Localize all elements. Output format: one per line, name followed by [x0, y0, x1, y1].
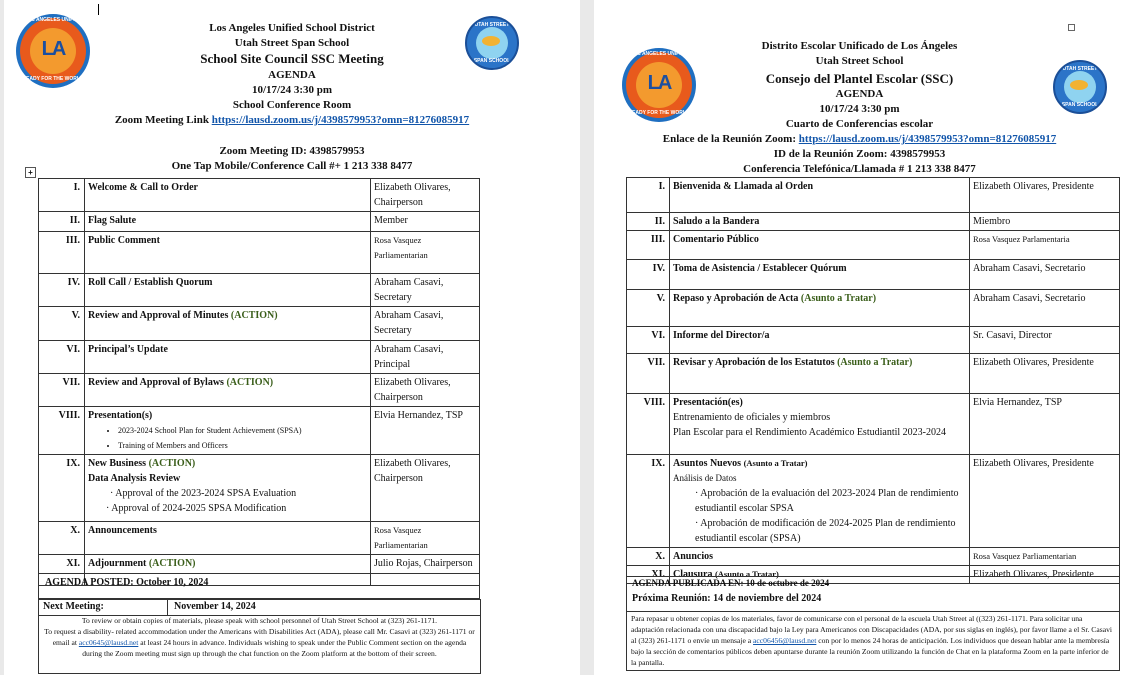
item-number: VII. — [627, 354, 670, 394]
item-title: Presentación(es) Entrenamiento de oficiales y miembros Plan Escolar para el Rendimiento Académico Estudiantil 2023-2024 — [670, 394, 970, 455]
agenda-row — [627, 548, 1120, 566]
item-title: Bienvenida & Llamada al Orden — [670, 178, 970, 213]
item-number: V. — [39, 307, 85, 341]
school-name: Utah Street School — [815, 55, 904, 67]
one-tap-phone: Conferencia Telefónica/Llamada # 1 213 338 8477 — [743, 163, 976, 175]
item-number: XI. — [39, 555, 85, 586]
page-anchor-icon — [1068, 24, 1075, 31]
accessibility-notice: Para repasar u obtener copias de los materiales, favor de comunicarse con el personal de la escuela Utah Street al ((323) 261-1171. Para solicitar una adaptación relacionada con una discapacidad bajo la Ley para Americanos con Discapacidades (ADA, por sus siglas en inglés), por favor llame a el Sr. Casavi al (323) 261-1171 o envíe un mensaje a acc06456@lausd.net con por lo menos 24 horas de anticipación. Los individuos que desean hablar ante la membresía bajo la sección de comentarios públicos deben apuntarse durante la reunión Zoom utilizando la función de Chat en la plataforma Zoom en la parte inferior de la pantalla. — [626, 611, 1120, 671]
item-title: Saludo a la Bandera — [670, 213, 970, 231]
list-item: · Approval of the 2023-2024 SPSA Evaluation — [110, 488, 297, 499]
agenda-table — [626, 177, 1120, 584]
agenda-heading: AGENDA — [835, 88, 884, 100]
item-number: VI. — [627, 327, 670, 354]
contact-email-link[interactable]: acc0645@lausd.net — [78, 638, 139, 647]
contact-email-link[interactable]: acc06456@lausd.net — [753, 636, 817, 645]
item-title: Anuncios — [670, 548, 970, 566]
agenda-row — [39, 274, 480, 307]
posted-box — [626, 576, 1120, 612]
agenda-heading: AGENDA — [268, 69, 316, 81]
item-title: Repaso y Aprobación de Acta (Asunto a Tratar) — [670, 290, 970, 327]
item-presenter: Rosa Vasquez Parlamentaria — [970, 231, 1120, 260]
zoom-link[interactable]: https://lausd.zoom.us/j/4398579953?omn=81276085917 — [211, 114, 470, 126]
zoom-meeting-id: Zoom Meeting ID: 4398579953 — [219, 145, 365, 157]
agenda-row — [39, 407, 480, 455]
item-title: Review and Approval of Minutes (ACTION) — [85, 307, 371, 341]
list-item: Plan Escolar para el Rendimiento Académico Estudiantil 2023-2024 — [673, 427, 946, 438]
item-title: Asuntos Nuevos (Asunto a Tratar) Análisis de Datos · Aprobación de la evaluación del 2023-2024 Plan de rendimiento estudiantil escolar SPSA · Aprobación de modificación de 2024-2025 Plan de rendimiento estudiantil escolar (SPSA) — [670, 455, 970, 548]
item-number: VIII. — [39, 407, 85, 455]
item-presenter: Abraham Casavi, Secretario — [970, 260, 1120, 290]
agenda-row — [627, 455, 1120, 548]
next-meeting-date: November 14, 2024 — [174, 601, 256, 612]
item-presenter: Elizabeth Olivares, Presidente — [970, 566, 1120, 584]
agenda-row — [39, 455, 480, 522]
item-presenter: Elvia Hernandez, TSP — [371, 407, 480, 455]
item-title: Review and Approval of Bylaws (ACTION) — [85, 374, 371, 407]
meeting-room: School Conference Room — [232, 99, 352, 111]
meeting-datetime: 10/17/24 3:30 pm — [251, 84, 333, 96]
item-number: X. — [627, 548, 670, 566]
next-meeting: Próxima Reunión: 14 de noviembre del 2024 — [632, 593, 822, 604]
item-number: II. — [39, 212, 85, 232]
item-presenter: Rosa Vasquez Parliamentarian — [371, 232, 480, 274]
agenda-row — [39, 374, 480, 407]
agenda-row — [39, 307, 480, 341]
agenda-row — [627, 260, 1120, 290]
english-agenda-page — [4, 0, 580, 675]
agenda-row — [627, 231, 1120, 260]
item-title: Adjournment (ACTION) — [85, 555, 371, 586]
item-number: III. — [627, 231, 670, 260]
item-presenter: Elizabeth Olivares, Chairperson — [371, 374, 480, 407]
agenda-row — [39, 232, 480, 274]
item-presenter: Elizabeth Olivares, Chairperson — [371, 455, 480, 522]
list-item: • Training of Members and Officers — [118, 438, 367, 453]
item-title: Presentation(s) • 2023-2024 School Plan for Student Achievement (SPSA) • Training of Members and Officers — [85, 407, 371, 455]
item-subheading: Data Analysis Review — [88, 473, 181, 484]
item-title: Welcome & Call to Order — [85, 179, 371, 212]
item-title: Announcements — [85, 522, 371, 555]
agenda-row — [627, 354, 1120, 394]
item-presenter: Elizabeth Olivares, Presidente — [970, 178, 1120, 213]
item-number: VI. — [39, 341, 85, 374]
agenda-row — [627, 290, 1120, 327]
lausd-logo: LOS ANGELES UNIFIED LA READY FOR THE WORLD — [622, 48, 696, 122]
list-item: • 2023-2024 School Plan for Student Achievement (SPSA) — [118, 423, 367, 438]
item-title: Toma de Asistencia / Establecer Quórum — [670, 260, 970, 290]
meeting-room: Cuarto de Conferencias escolar — [785, 118, 934, 130]
item-title: Informe del Director/a — [670, 327, 970, 354]
item-title: Clausura (Asunto a Tratar) — [670, 566, 970, 584]
agenda-row — [39, 341, 480, 374]
item-title: Principal’s Update — [85, 341, 371, 374]
list-item: · Aprobación de la evaluación del 2023-2024 Plan de rendimiento estudiantil escolar SPSA — [695, 488, 959, 514]
zoom-link-row — [4, 114, 580, 126]
item-presenter: Elizabeth Olivares, Presidente — [970, 455, 1120, 548]
agenda-row — [39, 179, 480, 212]
meeting-datetime: 10/17/24 3:30 pm — [819, 103, 900, 115]
item-presenter: Rosa Vasquez Parliamentarian — [371, 522, 480, 555]
item-presenter: Rosa Vasquez Parliamentarian — [970, 548, 1120, 566]
accessibility-notice: To review or obtain copies of materials, please speak with school personnel of Utah Street School at (323) 261-1171. To request a disability- related accommodation under the Americans with Disabilities Act (ADA), please call Mr. Casavi at (323) 261-1171 or email at acc0645@lausd.net at least 24 hours in advance. Individuals wishing to speak under the Public Comment section on the agenda during the Zoom meeting must sign up through the chat function on the Zoom platform at the bottom of their screen. — [38, 614, 481, 674]
zoom-link-row — [594, 133, 1125, 145]
zoom-meeting-id: ID de la Reunión Zoom: 4398579953 — [773, 148, 946, 160]
list-item: · Approval of 2024-2025 SPSA Modification — [106, 503, 287, 514]
list-item: · Aprobación de modificación de 2024-2025 Plan de rendimiento estudiantil escolar (SPSA) — [695, 518, 956, 544]
lausd-logo: LOS ANGELES UNIFIED LA READY FOR THE WORLD — [16, 14, 90, 88]
item-presenter: Abraham Casavi, Principal — [371, 341, 480, 374]
school-name: Utah Street Span School — [234, 37, 350, 49]
item-title: Comentario Público — [670, 231, 970, 260]
agenda-row — [627, 327, 1120, 354]
item-title: Flag Salute — [85, 212, 371, 232]
item-number: IV. — [39, 274, 85, 307]
item-title: Roll Call / Establish Quorum — [85, 274, 371, 307]
item-subheading: Análisis de Datos — [673, 473, 737, 483]
item-number: IX. — [39, 455, 85, 522]
one-tap-phone: One Tap Mobile/Conference Call #+ 1 213 338 8477 — [171, 160, 413, 172]
item-presenter: Elvia Hernandez, TSP — [970, 394, 1120, 455]
utah-street-logo: UTAH STREET SPAN SCHOOL — [1053, 60, 1107, 114]
agenda-row — [627, 213, 1120, 231]
meeting-title: School Site Council SSC Meeting — [200, 51, 384, 66]
item-number: IX. — [627, 455, 670, 548]
district-name: Los Angeles Unified School District — [209, 22, 375, 34]
item-presenter: Elizabeth Olivares, Presidente — [970, 354, 1120, 394]
item-presenter: Abraham Casavi, Secretary — [371, 274, 480, 307]
utah-street-logo: UTAH STREET SPAN SCHOOL — [465, 16, 519, 70]
agenda-row — [39, 212, 480, 232]
agenda-row — [39, 522, 480, 555]
text-cursor — [98, 4, 99, 15]
item-title: New Business (ACTION) Data Analysis Review · Approval of the 2023-2024 SPSA Evaluation · Approval of 2024-2025 SPSA Modification — [85, 455, 371, 522]
item-number: I. — [39, 179, 85, 212]
item-presenter: Miembro — [970, 213, 1120, 231]
item-number: XI. — [627, 566, 670, 584]
presentation-list — [88, 423, 367, 453]
table-move-handle-icon[interactable]: + — [25, 167, 36, 178]
agenda-row — [627, 394, 1120, 455]
item-presenter: Member — [371, 212, 480, 232]
item-presenter: Julio Rojas, Chairperson — [371, 555, 480, 586]
item-number: III. — [39, 232, 85, 274]
item-title: Public Comment — [85, 232, 371, 274]
item-number: V. — [627, 290, 670, 327]
item-number: VIII. — [627, 394, 670, 455]
zoom-link-label: Zoom Meeting Link — [114, 114, 209, 126]
agenda-posted: AGENDA POSTED: October 10, 2024 — [38, 573, 480, 599]
agenda-row — [627, 178, 1120, 213]
next-meeting-label: Next Meeting: — [43, 601, 104, 612]
agenda-posted: AGENDA PUBLICADA EN: 10 de octubre de 2024 — [632, 578, 830, 588]
district-name: Distrito Escolar Unificado de Los Ángeles — [761, 40, 958, 52]
spanish-agenda-page — [594, 0, 1125, 675]
agenda-table — [38, 178, 480, 586]
item-number: VII. — [39, 374, 85, 407]
item-presenter: Sr. Casavi, Director — [970, 327, 1120, 354]
item-presenter: Abraham Casavi, Secretary — [371, 307, 480, 341]
zoom-link-label: Enlace de la Reunión Zoom: — [662, 133, 796, 145]
list-item: Entrenamiento de oficiales y miembros — [673, 412, 831, 423]
item-number: IV. — [627, 260, 670, 290]
item-number: II. — [627, 213, 670, 231]
item-presenter: Abraham Casavi, Secretario — [970, 290, 1120, 327]
item-presenter: Elizabeth Olivares, Chairperson — [371, 179, 480, 212]
item-title: Revisar y Aprobación de los Estatutos (Asunto a Tratar) — [670, 354, 970, 394]
item-number: I. — [627, 178, 670, 213]
item-number: X. — [39, 522, 85, 555]
meeting-title: Consejo del Plantel Escolar (SSC) — [765, 71, 954, 86]
zoom-link[interactable]: https://lausd.zoom.us/j/4398579953?omn=81276085917 — [798, 133, 1057, 145]
